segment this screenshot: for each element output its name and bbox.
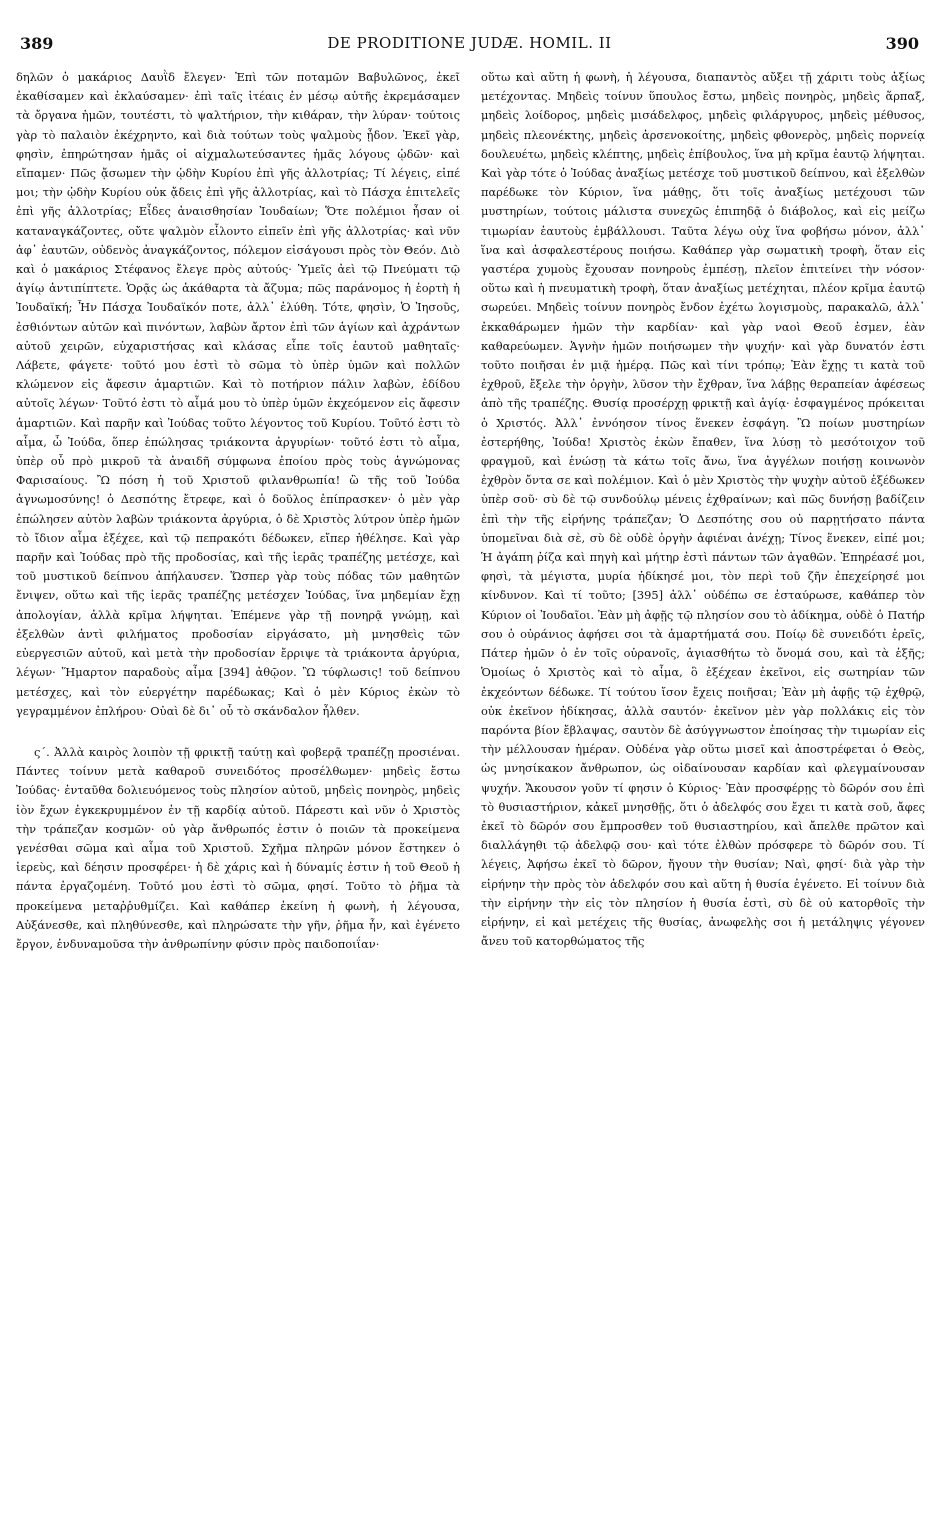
left-column [16, 68, 460, 1532]
page-number-left: 389 [20, 34, 54, 53]
right-paragraph-1: οὕτω καὶ αὕτη ἡ φωνὴ, ἡ λέγουσα, διαπαντὸς αὔξει τῇ χάριτι τοὺς ἀξίως μετέχοντας. Μηδεὶς τοίνυν ὕπουλος ἔστω, μηδεὶς πονηρὸς, μηδεὶς ἅρπαξ, μηδεὶς λοίδορος, μηδεὶς μισάδελφος, μηδεὶς φιλάργυρος, μηδεὶς μέθυσος, μηδεὶς πλεονέκτης, μηδεὶς ἀρσενοκοίτης, μηδεὶς φθονερὸς, μηδεὶς πορνείᾳ δουλευέτω, μηδεὶς κλέπτης, μηδεὶς ἐπίβουλος, ἵνα μὴ κρῖμα ἑαυτῷ λήψηται. Καὶ γὰρ τότε ὁ Ἰούδας ἀναξίως μετέσχε τοῦ μυστικοῦ δείπνου, καὶ ἐξελθὼν παρέδωκε τὸν Κύριον, ἵνα μάθῃς, ὅτι τοῖς ἀναξίως μετέχουσι τῶν μυστηρίων, τούτοις μάλιστα συνεχῶς ἐπιπηδᾷ ὁ διάβολος, καὶ εἰς μείζω τιμωρίαν ἑαυτοὺς ἐμβάλλουσι. Ταῦτα λέγω οὐχ ἵνα φοβήσω μόνον, ἀλλ᾽ ἵνα καὶ ἀσφαλεστέρους ποιήσω. Καθάπερ γὰρ σωματικὴ τροφὴ, ὅταν εἰς γαστέρα χυμοὺς ἔχουσαν πονηροὺς ἐμπέσῃ, πλεῖον ἐπιτείνει τὴν νόσον· οὕτω καὶ ἡ πνευματικὴ τροφὴ, ὅταν ἀναξίως μετέχηται, πλέον κρῖμα ἑαυτῷ σωρεύει. Μηδεὶς τοίνυν πονηρὸς ἔνδον ἐχέτω λογισμοὺς, παρακαλῶ, ἀλλ᾽ ἐκκαθάρωμεν ἡμῶν τὴν καρδίαν· καὶ γὰρ ναοὶ Θεοῦ ἐσμεν, ἐὰν καθαρεύωμεν. Ἁγνὴν ἡμῶν ποιήσωμεν τὴν ψυχήν· καὶ γὰρ δυνατόν ἐστι τοῦτο ποιῆσαι ἐν μιᾷ ἡμέρᾳ. Πῶς καὶ τίνι τρόπῳ; Ἐὰν ἔχῃς τι κατὰ τοῦ ἐχθροῦ, ἔξελε τὴν ὀργὴν, λῦσον τὴν ἔχθραν, ἵνα λάβῃς θεραπείαν ἀφέσεως ἀπὸ τῆς τραπέζης. Θυσίᾳ προσέρχῃ φρικτῇ καὶ ἁγίᾳ· ἐσφαγμένος πρόκειται ὁ Χριστός. Ἀλλ᾽ ἐννόησον τίνος ἕνεκεν ἐσφάγη. Ὢ ποίων μυστηρίων ἐστερήθης, Ἰούδα! Χριστὸς ἑκὼν ἔπαθεν, ἵνα λύσῃ τὸ μεσότοιχον τοῦ φραγμοῦ, καὶ ἑνώσῃ τὰ κάτω τοῖς ἄνω, ἵνα ἀγγέλων ποιήσῃ κοινωνὸν ἐχθρὸν ὄντα σε καὶ πολέμιον. Καὶ ὁ μὲν Χριστὸς τὴν ψυχὴν αὐτοῦ ἐξέδωκεν ὑπὲρ σοῦ· σὺ δὲ τῷ συνδούλῳ μένεις ἐχθραίνων; καὶ πῶς δυνήσῃ βαδίζειν ἐπὶ τὴν τῆς εἰρήνης τράπεζαν; Ὁ Δεσπότης σου οὐ παρῃτήσατο πάντα ὑπομεῖναι διὰ σὲ, σὺ δὲ οὐδὲ ὀργὴν ἀφιέναι ἀνέχῃ; Τίνος ἕνεκεν, εἰπέ μοι; Ἡ ἀγάπη ῥίζα καὶ πηγὴ καὶ μήτηρ ἐστὶ πάντων τῶν ἀγαθῶν. Ἐπηρέασέ μοι, φησὶ, τὰ μέγιστα, μυρία ἠδίκησέ μοι, τὸν περὶ τοῦ ζῆν ἐπεχείρησέ μοι κίνδυνον. Καὶ τί τοῦτο; [395] ἀλλ᾽ οὐδέπω σε ἐσταύρωσε, καθάπερ τὸν Κύριον οἱ Ἰουδαῖοι. Ἐὰν μὴ ἀφῇς τῷ πλησίον σου τὸ ἀδίκημα, οὐδὲ ὁ Πατήρ σου ὁ οὐράνιος ἀφήσει σοι τὰ ἁμαρτήματά σου. Ποίῳ δὲ συνειδότι ἐρεῖς, Πάτερ ἡμῶν ὁ ἐν τοῖς οὐρανοῖς, ἁγιασθήτω τὸ ὄνομά σου, καὶ τὰ ἑξῆς; Ὁμοίως ὁ Χριστὸς καὶ τὸ αἷμα, ὃ ἐξέχεαν ἐκεῖνοι, εἰς σωτηρίαν τῶν ἐκχεόντων δέδωκε. Τί τούτου ἴσον ἔχεις ποιῆσαι; Ἐὰν μὴ ἀφῇς τῷ ἐχθρῷ, οὐκ ἐκεῖνον ἠδίκησας, ἀλλὰ σαυτόν· ἐκεῖνον μὲν γὰρ πολλάκις εἰς τὸν παρόντα βίον ἔβλαψας, σαυτὸν δὲ ἀσύγγνωστον ἐποίησας τὴν τιμωρίαν εἰς τὴν μέλλουσαν ἡμέραν. Οὐδένα γὰρ οὕτω μισεῖ καὶ ἀποστρέφεται ὁ Θεὸς, ὡς μνησίκακον ἄνθρωπον, ὡς οἰδαίνουσαν καρδίαν καὶ φλεγμαίνουσαν ψυχήν. Ἄκουσον γοῦν τί φησιν ὁ Κύριος· Ἐὰν προσφέρῃς τὸ δῶρόν σου ἐπὶ τὸ θυσιαστήριον, κἀκεῖ μνησθῇς, ὅτι ὁ ἀδελφός σου ἔχει τι κατὰ σοῦ, ἄφες ἐκεῖ τὸ δῶρόν σου ἔμπροσθεν τοῦ θυσιαστηρίου, καὶ ἄπελθε πρῶτον καὶ διαλλάγηθι τῷ ἀδελφῷ σου· καὶ τότε ἐλθὼν πρόσφερε τὸ δῶρόν σου. Τί λέγεις, Ἀφήσω ἐκεῖ τὸ δῶρον, ἤγουν τὴν θυσίαν; Ναὶ, φησί· διὰ γὰρ τὴν εἰρήνην τὴν πρὸς τὸν ἀδελφόν σου καὶ αὕτη ἡ θυσία ἐγένετο. Εἰ τοίνυν διὰ τὴν εἰρήνην τὴν εἰς τὸν πλησίον ἡ θυσία ἐστὶ, σὺ δὲ οὐ κατορθοῖς τὴν εἰρήνην, εἰ καὶ μετέχεις τῆς θυσίας, ἀνωφελὴς σοι ἡ μετάληψις γέγονεν ἄνευ τοῦ κατορθώματος τῆς [481, 70, 925, 949]
right-column [481, 68, 925, 1532]
running-title: DE PRODITIONE JUDÆ. HOMIL. II [327, 34, 612, 52]
left-paragraph-2: ς΄. Ἀλλὰ καιρὸς λοιπὸν τῇ φρικτῇ ταύτῃ καὶ φοβερᾷ τραπέζῃ προσιέναι. Πάντες τοίνυν μετὰ καθαροῦ συνειδότος προσέλθωμεν· μηδεὶς ἔστω Ἰούδας· ἐνταῦθα δολιευόμενος τοὺς πλησίον αὐτοῦ, μηδεὶς πονηρὸς, μηδεὶς ἰὸν ἔχων ἐγκεκρυμμένον ἐν τῇ καρδίᾳ αὐτοῦ. Πάρεστι καὶ νῦν ὁ Χριστὸς τὴν τράπεζαν κοσμῶν· οὐ γὰρ ἄνθρωπός ἐστιν ὁ ποιῶν τὰ προκείμενα γενέσθαι σῶμα καὶ αἷμα τοῦ Χριστοῦ. Σχῆμα πληρῶν μόνον ἕστηκεν ὁ ἱερεὺς, καὶ δέησιν προσφέρει· ἡ δὲ χάρις καὶ ἡ δύναμίς ἐστιν ἡ τοῦ Θεοῦ ἡ πάντα ἐργαζομένη. Τοῦτό μου ἐστὶ τὸ σῶμα, φησί. Τοῦτο τὸ ῥῆμα τὰ προκείμενα μεταῤῥυθμίζει. Καὶ καθάπερ ἐκείνη ἡ φωνὴ, ἡ λέγουσα, Αὐξάνεσθε, καὶ πληθύνεσθε, καὶ πληρώσατε τὴν γῆν, ῥῆμα ἦν, καὶ ἐγένετο ἔργον, ἐνδυναμοῦσα τὴν ἀνθρωπίνην φύσιν πρὸς παιδοποιΐαν· [16, 744, 460, 951]
page-number-right: 390 [885, 34, 919, 53]
page-header [20, 34, 919, 56]
left-paragraph-1: δηλῶν ὁ μακάριος Δαυῒδ ἔλεγεν· Ἐπὶ τῶν ποταμῶν Βαβυλῶνος, ἐκεῖ ἐκαθίσαμεν καὶ ἐκλαύσαμεν· ἐπὶ ταῖς ἰτέαις ἐν μέσῳ αὐτῆς ἐκρεμάσαμεν τὰ ὄργανα ἡμῶν, τουτέστι, τὸ ψαλτήριον, τὴν κιθάραν, τὴν λύραν· τούτοις γὰρ τὸ παλαιὸν ἐκέχρηντο, καὶ διὰ τούτων τοὺς ψαλμοὺς ᾖδον. Ἐκεῖ γὰρ, φησὶν, ἐπηρώτησαν ἡμᾶς οἱ αἰχμαλωτεύσαντες ἡμᾶς λόγους ᾠδῶν· καὶ εἴπαμεν· Πῶς ᾄσωμεν τὴν ᾠδὴν Κυρίου ἐπὶ γῆς ἀλλοτρίας; Τί λέγεις, εἰπέ μοι; τὴν ᾠδὴν Κυρίου οὐκ ᾄδεις ἐπὶ γῆς ἀλλοτρίας, καὶ τὸ Πάσχα ἐπιτελεῖς ἐπὶ γῆς ἀλλοτρίας; Εἶδες ἀναισθησίαν Ἰουδαίων; Ὅτε πολέμιοι ἦσαν οἱ καταναγκάζοντες, οὔτε ψαλμὸν εἶλοντο εἰπεῖν ἐπὶ γῆς ἀλλοτρίας· καὶ νῦν ἀφ᾽ ἑαυτῶν, οὐδενὸς ἀναγκάζοντος, πόλεμον εἰσάγουσι πρὸς τὸν Θεόν. Διὸ καὶ ὁ μακάριος Στέφανος ἔλεγε πρὸς αὐτούς· Ὑμεῖς ἀεὶ τῷ Πνεύματι τῷ ἁγίῳ ἀντιπίπτετε. Ὁρᾷς ὡς ἀκάθαρτα τὰ ἄζυμα; πῶς παράνομος ἡ ἑορτὴ ἡ Ἰουδαϊκή; Ἦν Πάσχα Ἰουδαϊκόν ποτε, ἀλλ᾽ ἐλύθη. Τότε, φησὶν, Ὁ Ἰησοῦς, ἐσθιόντων αὐτῶν καὶ πινόντων, λαβὼν ἄρτον ἐπὶ τῶν ἁγίων καὶ ἀχράντων αὐτοῦ χειρῶν, εὐχαριστήσας καὶ κλάσας εἶπε τοῖς ἑαυτοῦ μαθηταῖς· Λάβετε, φάγετε· τοῦτό μου ἐστὶ τὸ σῶμα τὸ ὑπὲρ ὑμῶν καὶ πολλῶν κλώμενον εἰς ἄφεσιν ἁμαρτιῶν. Καὶ τὸ ποτήριον πάλιν λαβὼν, ἐδίδου αὐτοῖς λέγων· Τοῦτό ἐστι τὸ αἷμά μου τὸ ὑπὲρ ὑμῶν ἐκχεόμενον εἰς ἄφεσιν ἁμαρτιῶν. Καὶ παρῆν καὶ Ἰούδας τοῦτο λέγοντος τοῦ Κυρίου. Τοῦτό ἐστι τὸ αἷμα, ὦ Ἰούδα, ὅπερ ἐπώλησας τριάκοντα ἀργυρίων· τοῦτό ἐστι τὸ αἷμα, ὑπὲρ οὗ πρὸ μικροῦ τὰ ἀναιδῆ σύμφωνα ἐποίου πρὸς τοὺς ἀγνώμονας Φαρισαίους. Ὢ πόση ἡ τοῦ Χριστοῦ φιλανθρωπία! ὢ τῆς τοῦ Ἰούδα ἀγνωμοσύνης! ὁ Δεσπότης ἔτρεφε, καὶ ὁ δοῦλος ἐπίπρασκεν· ὁ μὲν γὰρ ἐπώλησεν αὐτὸν λαβὼν τριάκοντα ἀργύρια, ὁ δὲ Χριστὸς λύτρον ὑπὲρ ἡμῶν τὸ ἴδιον αἷμα ἐξέχεε, καὶ τῷ πεπρακότι δέδωκεν, εἴπερ ἠθέλησε. Καὶ γὰρ παρῆν καὶ Ἰούδας πρὸ τῆς προδοσίας, καὶ τῆς ἱερᾶς τραπέζης μετέσχε, καὶ τοῦ μυστικοῦ δείπνου ἀπήλαυσεν. Ὥσπερ γὰρ τοὺς πόδας τῶν μαθητῶν ἔνιψεν, οὕτω καὶ τῆς ἱερᾶς τραπέζης μετέσχεν Ἰούδας, ἵνα μηδεμίαν ἔχῃ ἀπολογίαν, ἀλλὰ κρῖμα λήψηται. Ἐπέμενε γὰρ τῇ πονηρᾷ γνώμῃ, καὶ ἐξελθὼν ἀντὶ φιλήματος προδοσίαν εἰργάσατο, μὴ μνησθεὶς τῶν εὐεργεσιῶν αὐτοῦ, καὶ μετὰ τὴν προδοσίαν ἔρριψε τὰ τριάκοντα ἀργύρια, λέγων· Ἥμαρτον παραδοὺς αἷμα [394] ἀθῷον. Ὢ τύφλωσις! τοῦ δείπνου μετέσχες, καὶ τὸν εὐεργέτην παρέδωκας; Καὶ ὁ μὲν Κύριος ἐκὼν τὸ γεγραμμένον ἐπλήρου· Οὐαὶ δὲ δι᾽ οὗ τὸ σκάνδαλον ἦλθεν. [16, 70, 460, 718]
